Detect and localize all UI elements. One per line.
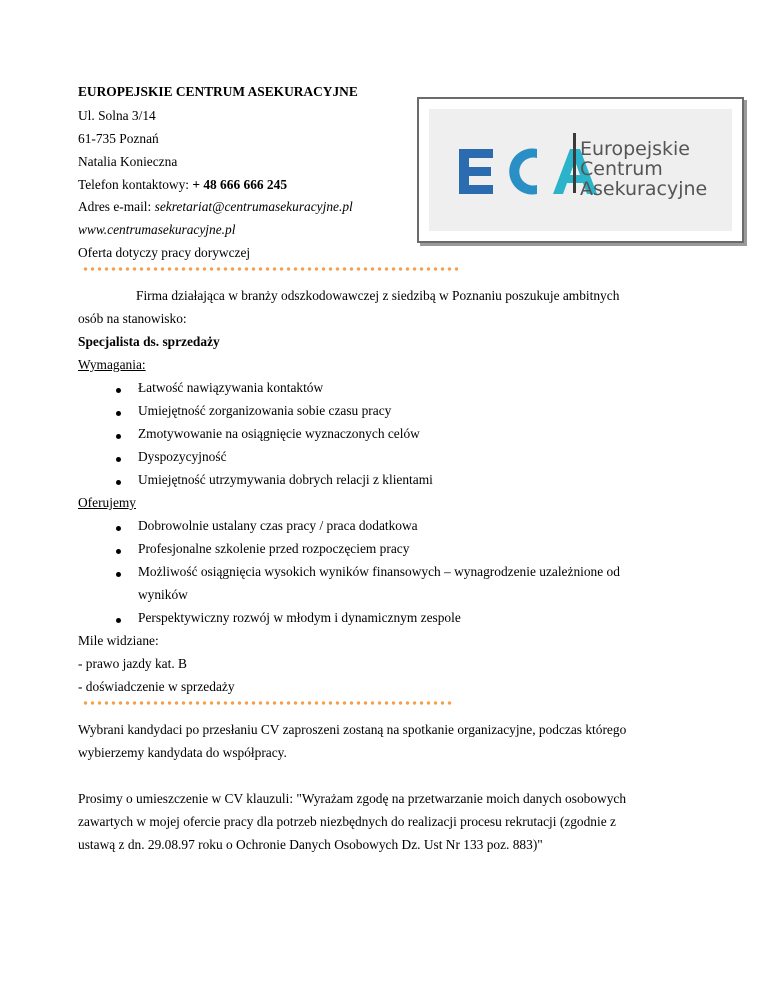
offer-item: Dobrowolnie ustalany czas pracy / praca dodatkowa — [138, 518, 418, 533]
requirement-item: Dyspozycyjność — [138, 449, 227, 464]
website-link[interactable]: www.centrumasekuracyjne.pl — [78, 222, 236, 237]
welcome-item: - doświadczenie w sprzedaży — [78, 679, 235, 694]
company-logo — [429, 109, 732, 231]
logo-line-1: Europejskie — [580, 138, 690, 160]
bullet-icon — [116, 618, 121, 623]
offer-item: Możliwość osiągnięcia wysokich wyników finansowych – wynagrodzenie uzależnione od — [138, 564, 620, 579]
requirement-item: Umiejętność utrzymywania dobrych relacji z klientami — [138, 472, 433, 487]
requirement-item: Łatwość nawiązywania kontaktów — [138, 380, 324, 395]
requirements-heading: Wymagania: — [78, 357, 146, 372]
street-address: Ul. Solna 3/14 — [78, 108, 156, 123]
bullet-icon — [116, 434, 121, 439]
dotted-separator — [82, 267, 458, 271]
email-label: Adres e-mail: — [78, 199, 155, 214]
intro-line-1: Firma działająca w branży odszkodowawczej z siedzibą w Poznaniu poszukuje ambitnych — [136, 288, 620, 303]
company-name: EUROPEJSKIE CENTRUM ASEKURACYJNE — [78, 84, 358, 99]
candidates-text-line-1: Wybrani kandydaci po przesłaniu CV zaproszeni zostaną na spotkanie organizacyjne, podczas którego — [78, 722, 627, 737]
requirement-item: Zmotywowanie na osiągnięcie wyznaczonych celów — [138, 426, 420, 441]
offer-heading: Oferujemy — [78, 495, 137, 510]
intro-line-2: osób na stanowisko: — [78, 311, 187, 326]
welcome-heading: Mile widziane: — [78, 633, 159, 648]
offer-item-continuation: wyników — [138, 587, 188, 602]
phone-label: Telefon kontaktowy: — [78, 177, 193, 192]
offer-item: Profesjonalne szkolenie przed rozpoczęciem pracy — [138, 541, 410, 556]
eca-logo-icon — [429, 109, 732, 231]
phone-value: + 48 666 666 245 — [192, 177, 288, 192]
candidates-text-line-2: wybierzemy kandydata do współpracy. — [78, 745, 287, 760]
clause-text-line-1: Prosimy o umieszczenie w CV klauzuli: "Wyrażam zgodę na przetwarzanie moich danych osobowych — [78, 791, 627, 806]
bullet-icon — [116, 526, 121, 531]
bullet-icon — [116, 411, 121, 416]
city-address: 61-735 Poznań — [78, 131, 159, 146]
email-line — [78, 199, 353, 215]
contact-person: Natalia Konieczna — [78, 154, 178, 169]
requirement-item: Umiejętność zorganizowania sobie czasu pracy — [138, 403, 392, 418]
bullet-icon — [116, 549, 121, 554]
clause-text-line-2: zawartych w mojej ofercie pracy dla potrzeb niezbędnych do realizacji procesu rekrutacji (zgodnie z — [78, 814, 616, 829]
bullet-icon — [116, 457, 121, 462]
bullet-icon — [116, 388, 121, 393]
company-logo-frame — [417, 97, 744, 243]
logo-line-2: Centrum — [580, 158, 663, 180]
logo-line-3: Asekuracyjne — [580, 178, 708, 200]
offer-item: Perspektywiczny rozwój w młodym i dynamicznym zespole — [138, 610, 461, 625]
phone-line — [78, 177, 287, 193]
bullet-icon — [116, 572, 121, 577]
bullet-icon — [116, 480, 121, 485]
offer-type: Oferta dotyczy pracy dorywczej — [78, 245, 251, 260]
position-title: Specjalista ds. sprzedaży — [78, 334, 220, 349]
dotted-separator — [82, 701, 454, 705]
email-link[interactable]: sekretariat@centrumasekuracyjne.pl — [154, 199, 353, 214]
welcome-item: - prawo jazdy kat. B — [78, 656, 187, 671]
clause-text-line-3: ustawą z dn. 29.08.97 roku o Ochronie Danych Osobowych Dz. Ust Nr 133 poz. 883)" — [78, 837, 543, 852]
